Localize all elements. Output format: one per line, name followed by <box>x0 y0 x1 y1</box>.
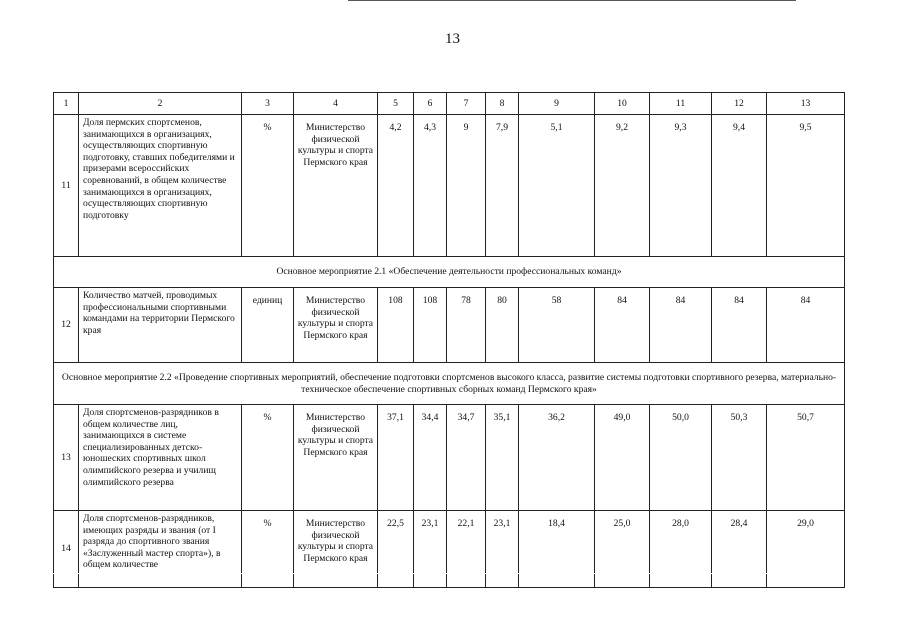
value-cell: 7,9 <box>486 115 519 257</box>
value-cell: 9,2 <box>595 115 650 257</box>
value-cell: 58 <box>519 288 595 363</box>
section-heading: Основное мероприятие 2.1 «Обеспечение деятельности профессиональных команд» <box>54 257 845 288</box>
executor: Министерство физической культуры и спорта Пермского края <box>294 115 378 257</box>
unit: % <box>242 511 294 588</box>
value-cell: 36,2 <box>519 405 595 511</box>
column-number: 4 <box>294 93 378 115</box>
section-row <box>54 363 845 405</box>
table-row <box>54 511 845 588</box>
value-cell: 37,1 <box>378 405 414 511</box>
column-number: 7 <box>447 93 486 115</box>
column-number: 11 <box>650 93 712 115</box>
value-cell: 50,3 <box>712 405 767 511</box>
indicators-table <box>53 92 845 588</box>
column-number: 1 <box>54 93 79 115</box>
value-cell: 9,3 <box>650 115 712 257</box>
value-cell: 23,1 <box>486 511 519 588</box>
table-continues-mask <box>53 573 844 574</box>
unit: % <box>242 115 294 257</box>
table-row <box>54 405 845 511</box>
value-cell: 18,4 <box>519 511 595 588</box>
value-cell: 9,5 <box>767 115 845 257</box>
value-cell: 50,7 <box>767 405 845 511</box>
section-heading: Основное мероприятие 2.2 «Проведение спортивных мероприятий, обеспечение подготовки спортсменов высокого класса, развитие системы подготовки спортивного резерва, материально-техническое обеспечение спортивных сборных команд Пермского края» <box>54 363 845 405</box>
value-cell: 78 <box>447 288 486 363</box>
value-cell: 84 <box>712 288 767 363</box>
column-number: 10 <box>595 93 650 115</box>
table-row <box>54 115 845 257</box>
value-cell: 4,2 <box>378 115 414 257</box>
value-cell: 34,7 <box>447 405 486 511</box>
section-row <box>54 257 845 288</box>
value-cell: 23,1 <box>414 511 447 588</box>
table-row <box>54 288 845 363</box>
value-cell: 28,0 <box>650 511 712 588</box>
column-number: 9 <box>519 93 595 115</box>
executor: Министерство физической культуры и спорта Пермского края <box>294 288 378 363</box>
top-rule <box>348 0 796 2</box>
value-cell: 50,0 <box>650 405 712 511</box>
value-cell: 28,4 <box>712 511 767 588</box>
value-cell: 5,1 <box>519 115 595 257</box>
column-number: 2 <box>79 93 242 115</box>
indicator-name: Доля спортсменов-разрядников, имеющих разряды и звания (от I разряда до спортивного звания «Заслуженный мастер спорта»), в общем количестве <box>79 511 242 588</box>
indicator-name: Количество матчей, проводимых профессиональными спортивными командами на территории Пермского края <box>79 288 242 363</box>
value-cell: 84 <box>767 288 845 363</box>
column-number: 5 <box>378 93 414 115</box>
value-cell: 22,5 <box>378 511 414 588</box>
column-number: 6 <box>414 93 447 115</box>
value-cell: 29,0 <box>767 511 845 588</box>
value-cell: 49,0 <box>595 405 650 511</box>
column-number: 8 <box>486 93 519 115</box>
column-number: 3 <box>242 93 294 115</box>
row-number: 12 <box>54 288 79 363</box>
value-cell: 22,1 <box>447 511 486 588</box>
unit: единиц <box>242 288 294 363</box>
row-number: 11 <box>54 115 79 257</box>
value-cell: 9,4 <box>712 115 767 257</box>
value-cell: 80 <box>486 288 519 363</box>
value-cell: 84 <box>595 288 650 363</box>
executor: Министерство физической культуры и спорта Пермского края <box>294 405 378 511</box>
value-cell: 34,4 <box>414 405 447 511</box>
value-cell: 108 <box>378 288 414 363</box>
value-cell: 84 <box>650 288 712 363</box>
column-numbers-row <box>54 93 845 115</box>
column-number: 13 <box>767 93 845 115</box>
row-number: 14 <box>54 511 79 588</box>
value-cell: 4,3 <box>414 115 447 257</box>
value-cell: 9 <box>447 115 486 257</box>
value-cell: 25,0 <box>595 511 650 588</box>
column-number: 12 <box>712 93 767 115</box>
page-number: 13 <box>445 31 460 47</box>
executor: Министерство физической культуры и спорта Пермского края <box>294 511 378 588</box>
row-number: 13 <box>54 405 79 511</box>
indicator-name: Доля пермских спортсменов, занимающихся в организациях, осуществляющих спортивную подготовку, ставших победителями и призерами всероссийских соревнований, в общем количестве занимающихся в организациях, осуществляющих спортивную подготовку <box>79 115 242 257</box>
value-cell: 35,1 <box>486 405 519 511</box>
value-cell: 108 <box>414 288 447 363</box>
unit: % <box>242 405 294 511</box>
indicator-name: Доля спортсменов-разрядников в общем количестве лиц, занимающихся в системе специализированных детско-юношеских спортивных школ олимпийского резерва и училищ олимпийского резерва <box>79 405 242 511</box>
